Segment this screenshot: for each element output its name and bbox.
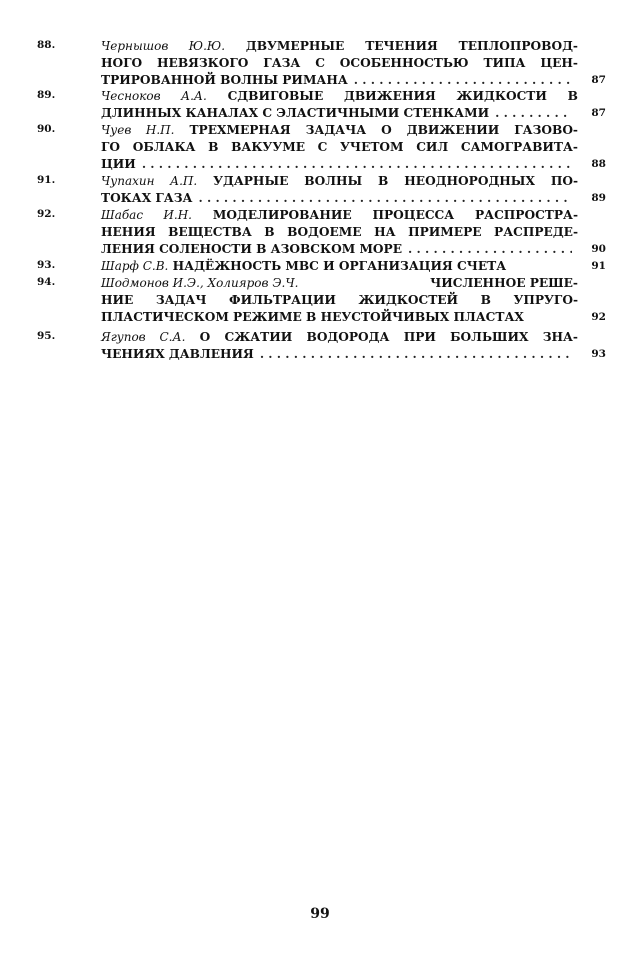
entry-number: 91. (37, 174, 56, 186)
entry-author: Чесноков А.А. (101, 89, 207, 103)
entry-number: 88. (37, 39, 56, 51)
entry-title-part: ТРЕХМЕРНАЯ ЗАДАЧА О ДВИЖЕНИИ ГАЗОВО- (189, 123, 578, 137)
entry-page: 92 (591, 311, 606, 323)
entry-title-part: ДЛИННЫХ КАНАЛАХ С ЭЛАСТИЧНЫМИ СТЕНКАМИ (101, 106, 490, 120)
entry-line: НЕНИЯ ВЕЩЕСТВА В ВОДОЕМЕ НА ПРИМЕРЕ РАСПРЕДЕ- (101, 225, 578, 239)
entry-author: Чернышов Ю.Ю. (101, 39, 226, 53)
leader-dots (142, 156, 572, 173)
entry-author: Шарф С.В. (101, 259, 169, 273)
entry-number: 94. (37, 276, 56, 288)
entry-line (101, 156, 578, 173)
entry-line: НИЕ ЗАДАЧ ФИЛЬТРАЦИИ ЖИДКОСТЕЙ В УПРУГО- (101, 293, 578, 307)
entry-title-part: НАДЁЖНОСТЬ МВС И ОРГАНИЗАЦИЯ СЧЕТА (172, 259, 507, 273)
entry-title-part: ЛЕНИЯ СОЛЕНОСТИ В АЗОВСКОМ МОРЕ (101, 242, 403, 256)
entry-author: Ягупов С.А. (101, 330, 186, 344)
entry-line (101, 88, 578, 105)
entry-number: 89. (37, 89, 56, 101)
leader-dots (198, 190, 572, 207)
entry-author: Шодмонов И.Э., Холияров Э.Ч. (101, 276, 299, 290)
leader-dots (354, 72, 572, 89)
entry-page: 91 (591, 260, 606, 272)
entry-line (101, 173, 578, 190)
entry-line (101, 207, 578, 224)
entry-title-part: СДВИГОВЫЕ ДВИЖЕНИЯ ЖИДКОСТИ В (227, 89, 578, 103)
entry-line (101, 122, 578, 139)
entry-line (101, 241, 578, 258)
entry-title-part: ДВУМЕРНЫЕ ТЕЧЕНИЯ ТЕПЛОПРОВОД- (245, 39, 578, 53)
entry-title-part: ЧЕНИЯХ ДАВЛЕНИЯ (101, 347, 254, 361)
entry-line (101, 38, 578, 55)
entry-title-part: ПЛАСТИЧЕСКОМ РЕЖИМЕ В НЕУСТОЙЧИВЫХ ПЛАСТАХ (101, 310, 524, 324)
entry-number: 95. (37, 330, 56, 342)
entry-line (101, 105, 578, 122)
entry-line (101, 258, 578, 275)
entry-page: 93 (591, 348, 606, 360)
entry-title-part: ЧИСЛЕННОЕ РЕШЕ- (430, 276, 578, 290)
entry-line (101, 329, 578, 346)
entry-line (101, 309, 578, 326)
entry-page: 89 (591, 192, 606, 204)
leader-dots (260, 346, 572, 363)
leader-dots (408, 241, 572, 258)
entry-line (101, 72, 578, 89)
entry-page: 88 (591, 158, 606, 170)
entry-number: 90. (37, 123, 56, 135)
entry-number: 92. (37, 208, 56, 220)
entry-title-part: ТРИРОВАННОЙ ВОЛНЫ РИМАНА (101, 73, 348, 87)
entry-title-part: УДАРНЫЕ ВОЛНЫ В НЕОДНОРОДНЫХ ПО- (213, 174, 578, 188)
page-number: 99 (310, 906, 330, 922)
entry-line (101, 346, 578, 363)
entry-line: НОГО НЕВЯЗКОГО ГАЗА С ОСОБЕННОСТЬЮ ТИПА ЦЕН- (101, 56, 578, 70)
entry-number: 93. (37, 259, 56, 271)
entry-title-part: МОДЕЛИРОВАНИЕ ПРОЦЕССА РАСПРОСТРА- (212, 208, 578, 222)
entry-title-part: ТОКАХ ГАЗА (101, 191, 193, 205)
entry-line (101, 190, 578, 207)
entry-title-part: О СЖАТИИ ВОДОРОДА ПРИ БОЛЬШИХ ЗНА- (199, 330, 578, 344)
entry-author: Чуев Н.П. (101, 123, 175, 137)
entry-page: 87 (591, 107, 606, 119)
entry-author: Шабас И.Н. (101, 208, 192, 222)
entry-page: 87 (591, 74, 606, 86)
entry-author: Чупахин А.П. (101, 174, 198, 188)
entry-line: ГО ОБЛАКА В ВАКУУМЕ С УЧЕТОМ СИЛ САМОГРАВИТА- (101, 140, 578, 154)
leader-dots (495, 105, 572, 122)
entry-line (101, 275, 578, 292)
entry-page: 90 (591, 243, 606, 255)
entry-title-part: ЦИИ (101, 157, 136, 171)
